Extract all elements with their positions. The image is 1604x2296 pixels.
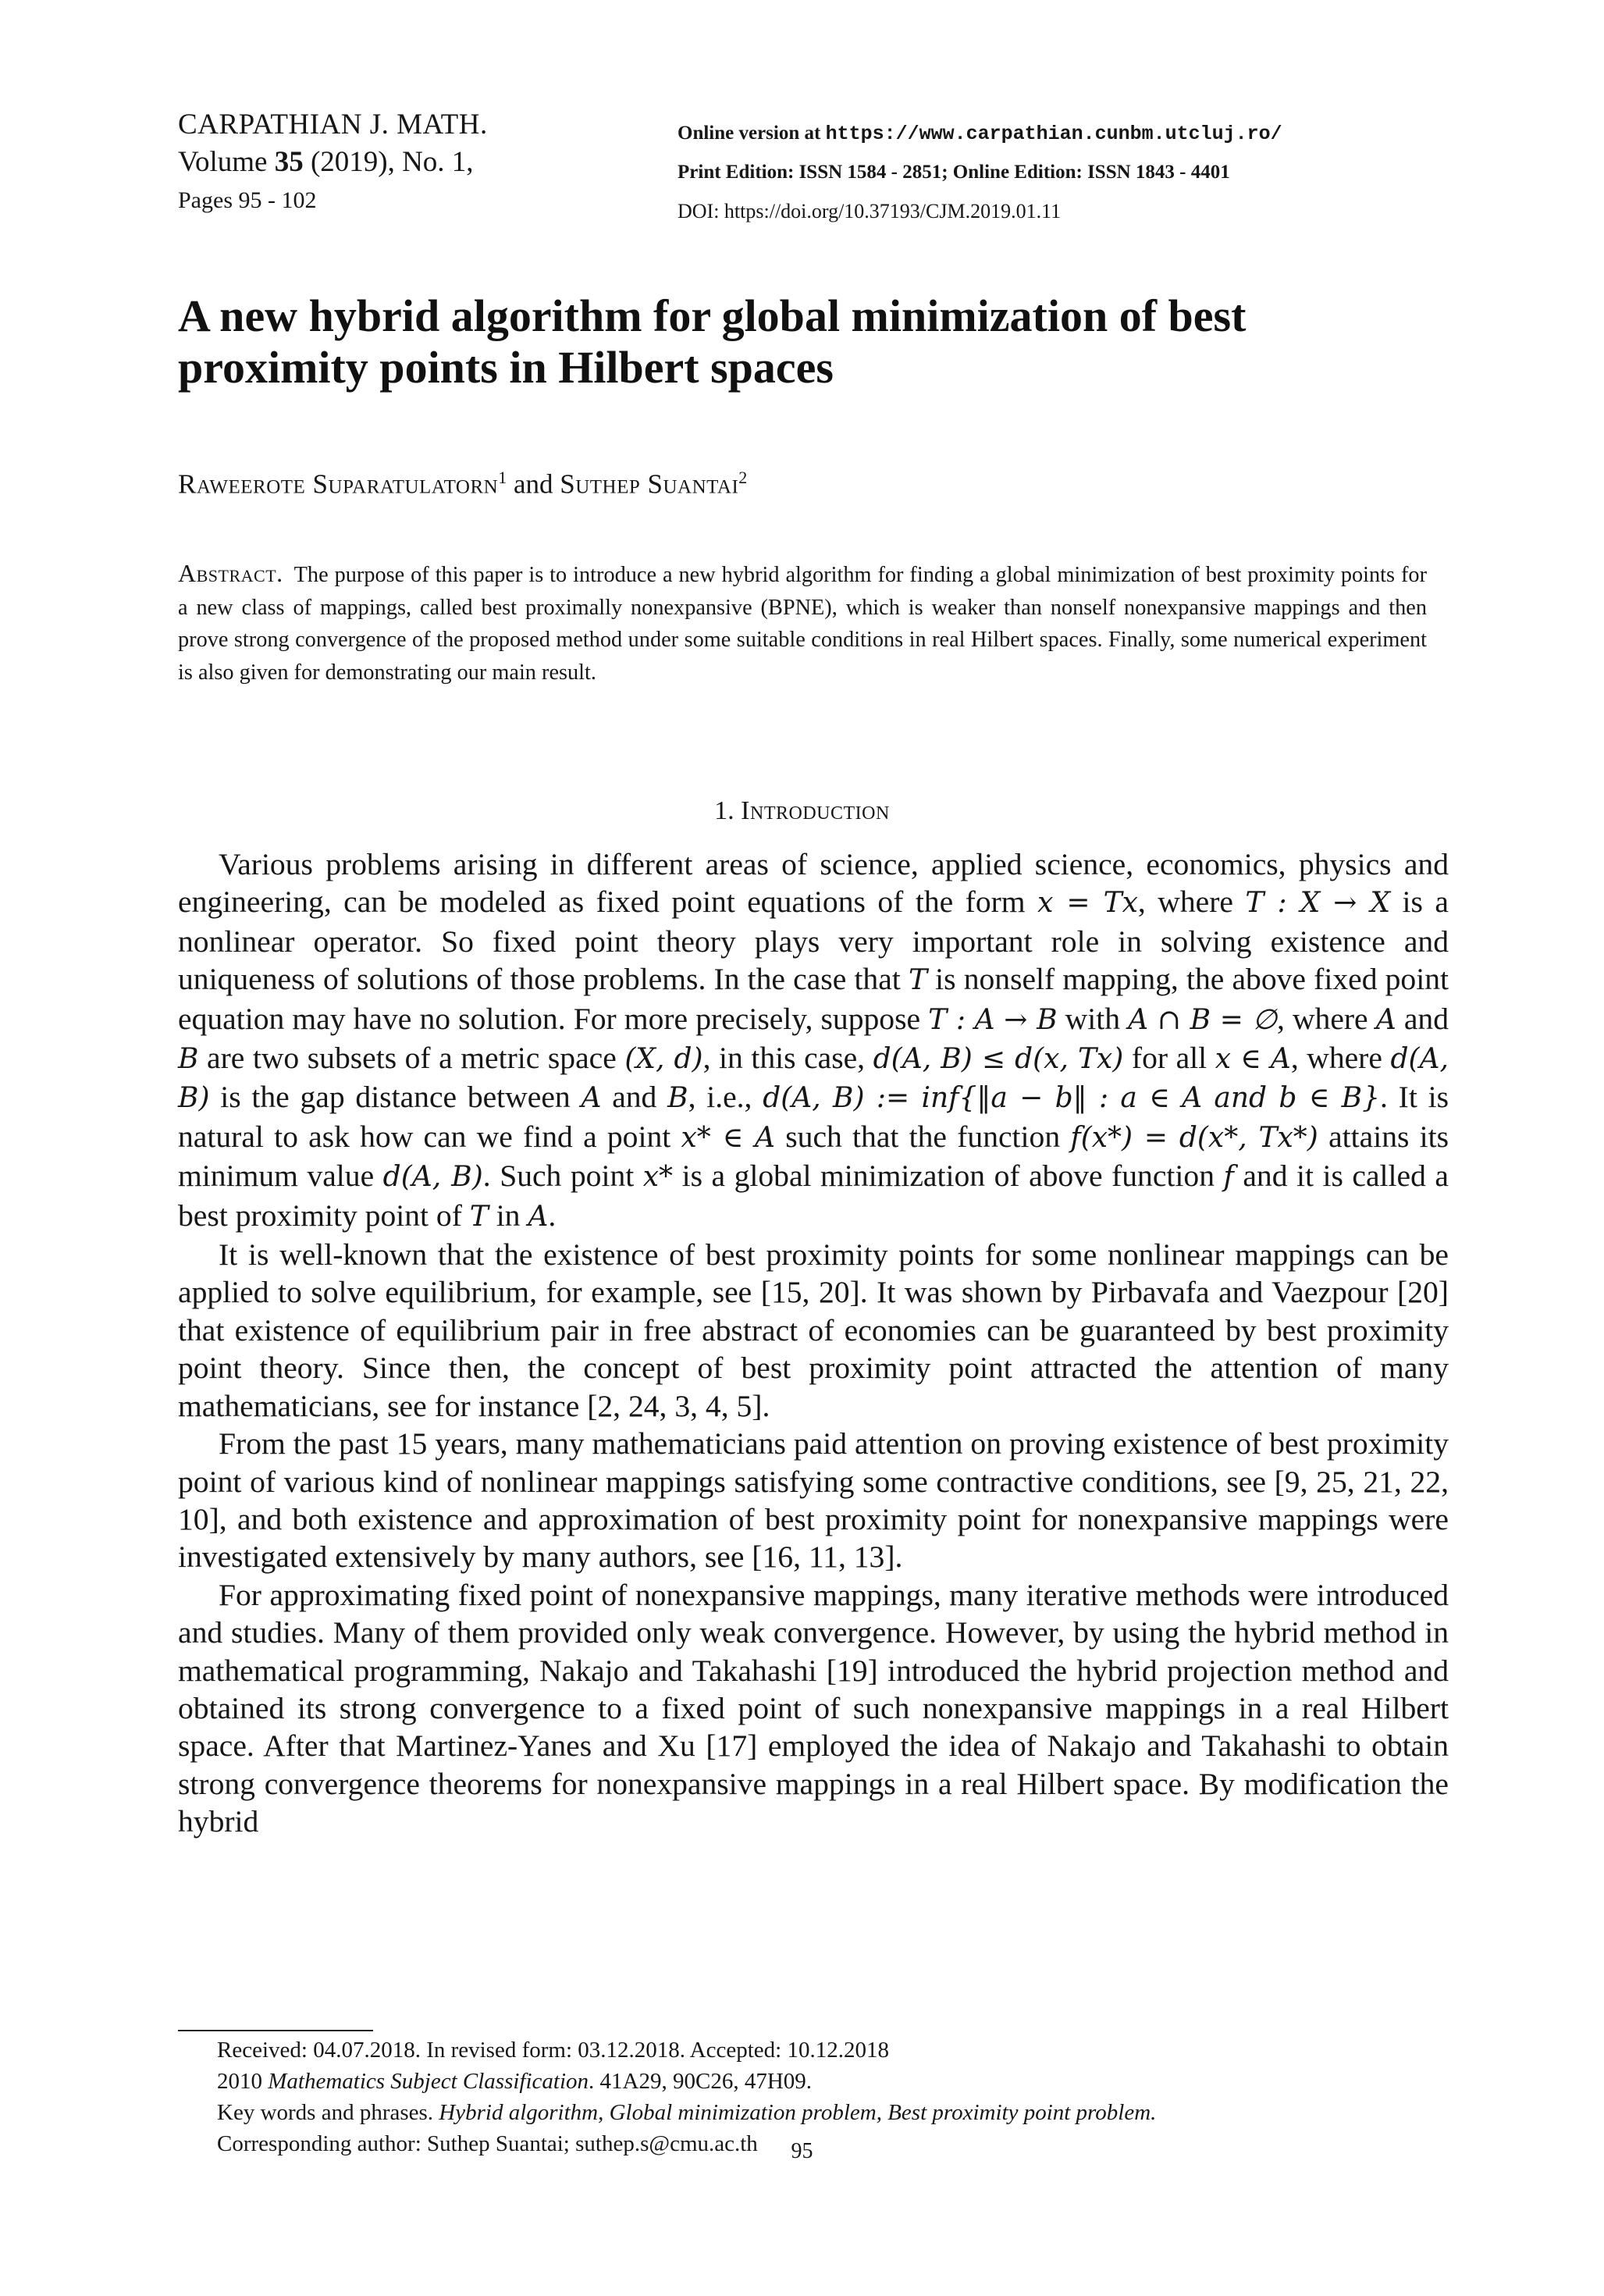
math-inline: T bbox=[908, 964, 927, 997]
author-1-affiliation: 1 bbox=[498, 468, 507, 487]
math-inline: d(A, B) bbox=[178, 1043, 1449, 1115]
text-run: is a global minimization of above function bbox=[673, 1159, 1224, 1194]
paragraph-2: It is well-known that the existence of best proximity points for some nonlinear mappings can be applied to solve equilibrium, for example, see [15, 20]. It was shown by Pirbavafa and Vaezpour [20] that existence of equilibrium pair in free abstract of economies can be guaranteed by best proximity point theory. Since then, the concept of best proximity point attracted the attention of many mathematicians, see for instance [2, 24, 3, 4, 5]. bbox=[178, 1237, 1449, 1423]
text-run: and bbox=[601, 1080, 668, 1115]
title-line-1: A new hybrid algorithm for global minimization of best bbox=[178, 290, 1247, 341]
math-inline: f(x*) = d(x*, Tx*) bbox=[1070, 1121, 1318, 1154]
online-label: Online version at bbox=[678, 123, 821, 144]
math-inline: B bbox=[667, 1082, 688, 1115]
section-heading bbox=[0, 793, 1604, 829]
paper-title bbox=[178, 290, 1442, 393]
paragraph-3: From the past 15 years, many mathematicians paid attention on proving existence of best proximity point of various kind of nonlinear mappings satisfying some contractive conditions, see [9, 25, 21, 22, 10], and both existence and approximation of best proximity point for nonexpansive mappings were investigated extensively by many authors, see [16, 11, 13]. bbox=[178, 1426, 1449, 1575]
math-inline: T : A → B bbox=[928, 1003, 1058, 1036]
page-number: 95 bbox=[791, 2139, 813, 2163]
math-inline: f bbox=[1223, 1161, 1234, 1194]
text-run: , where bbox=[1290, 1041, 1391, 1076]
math-inline: A bbox=[581, 1082, 602, 1115]
footnote-msc bbox=[217, 2066, 1450, 2097]
issn-line: Print Edition: ISSN 1584 - 2851; Online Edition: ISSN 1843 - 4401 bbox=[678, 162, 1230, 183]
body-text bbox=[178, 845, 1449, 1841]
math-inline: A bbox=[528, 1200, 549, 1233]
math-inline: T : X → X bbox=[1245, 887, 1391, 920]
author-2: Suthep Suantai bbox=[560, 468, 739, 500]
authors-and: and bbox=[513, 468, 553, 500]
msc-year: 2010 bbox=[217, 2069, 262, 2094]
abstract-text: The purpose of this paper is to introduce a new hybrid algorithm for finding a global minimization of best proximity points for a new class of mappings, called best proximally nonexpansive (BPNE), which is weaker than nonself nonexpansive mappings and then prove strong convergence of the proposed method under some suitable conditions in real Hilbert spaces. Finally, some numerical experiment is also given for demonstrating our main result. bbox=[178, 563, 1427, 685]
text-run: , where bbox=[1276, 1001, 1376, 1036]
volume-number: 35 bbox=[274, 146, 304, 178]
journal-name: CARPATHIAN J. MATH. bbox=[178, 109, 488, 141]
msc-codes: . 41A29, 90C26, 47H09. bbox=[589, 2069, 813, 2094]
math-inline: d(A, B) ≤ d(x, Tx) bbox=[873, 1043, 1124, 1076]
text-run: are two subsets of a metric space bbox=[198, 1041, 625, 1076]
msc-label: Mathematics Subject Classification bbox=[268, 2069, 589, 2094]
math-inline: d(A, B) := inf{‖a − b‖ : a ∈ A and b ∈ B} bbox=[763, 1082, 1381, 1115]
math-inline: x ∈ A bbox=[1215, 1043, 1291, 1076]
footnote-corresponding: Corresponding author: Suthep Suantai; suthep.s@cmu.ac.th bbox=[217, 2131, 758, 2156]
section-title: Introduction bbox=[741, 796, 890, 825]
footnote-keywords bbox=[217, 2097, 1450, 2128]
text-run: and bbox=[1396, 1001, 1449, 1036]
text-run: is a nonlinear operator. So fixed point theory plays very important role in solving existence and uniqueness of solutions of those problems. In the case that bbox=[178, 885, 1449, 997]
math-inline: B bbox=[178, 1043, 199, 1076]
footnote-rule bbox=[178, 2030, 373, 2031]
math-inline: A ∩ B = ∅ bbox=[1128, 1003, 1277, 1036]
text-run: is nonself mapping, the above fixed point equation may have no solution. For more precisely, suppose bbox=[178, 962, 1449, 1036]
journal-volume bbox=[178, 144, 662, 181]
math-inline: x* ∈ A bbox=[681, 1121, 776, 1154]
keywords-text: Hybrid algorithm, Global minimization problem, Best proximity point problem. bbox=[439, 2100, 1157, 2125]
text-run: , where bbox=[1137, 885, 1246, 920]
year-issue: (2019), No. 1, bbox=[310, 146, 474, 178]
text-run: , in this case, bbox=[702, 1041, 873, 1076]
online-version bbox=[678, 114, 1458, 153]
text-run: in bbox=[488, 1198, 528, 1233]
text-run: attains its minimum value bbox=[178, 1119, 1449, 1194]
author-1: Raweerote Suparatulatorn bbox=[178, 468, 499, 500]
math-inline: x* bbox=[642, 1161, 674, 1194]
math-inline: T bbox=[469, 1200, 489, 1233]
math-inline: (X, d) bbox=[624, 1043, 703, 1076]
keywords-label: Key words and phrases. bbox=[217, 2100, 434, 2125]
text-run: . Such point bbox=[482, 1159, 643, 1194]
math-inline: A bbox=[1375, 1003, 1396, 1036]
math-inline: x = Tx bbox=[1037, 887, 1138, 920]
author-2-affiliation: 2 bbox=[738, 468, 748, 487]
journal-info bbox=[178, 106, 662, 220]
edition-info bbox=[678, 114, 1458, 231]
text-run: , i.e., bbox=[688, 1080, 763, 1115]
title-line-2: proximity points in Hilbert spaces bbox=[178, 342, 834, 393]
text-run: for all bbox=[1123, 1041, 1215, 1076]
abstract-label: Abstract. bbox=[178, 559, 283, 587]
text-run: such that the function bbox=[775, 1119, 1071, 1154]
footnote-received: Received: 04.07.2018. In revised form: 03.12.2018. Accepted: 10.12.2018 bbox=[217, 2038, 889, 2063]
text-run: Various problems arising in different areas of science, applied science, economics, physics and engineering, can be modeled as fixed point equations of the form bbox=[178, 847, 1449, 920]
abstract bbox=[178, 557, 1427, 689]
online-url[interactable]: https://www.carpathian.cunbm.utcluj.ro/ bbox=[825, 123, 1282, 145]
volume-label: Volume bbox=[178, 146, 268, 178]
journal-pages: Pages 95 - 102 bbox=[178, 187, 317, 213]
math-inline: d(A, B) bbox=[382, 1161, 483, 1194]
text-run: with bbox=[1057, 1001, 1129, 1036]
text-run: and it is called a best proximity point of bbox=[178, 1159, 1449, 1233]
section-number: 1. bbox=[714, 796, 734, 825]
text-run: is the gap distance between bbox=[209, 1080, 581, 1115]
text-run: . bbox=[548, 1198, 557, 1233]
authors bbox=[178, 459, 1427, 504]
paragraph-4: For approximating fixed point of nonexpansive mappings, many iterative methods were introduced and studies. Many of them provided only weak convergence. However, by using the hybrid method in mathematical programming, Nakajo and Takahashi [19] introduced the hybrid projection method and obtained its strong convergence to a fixed point of such nonexpansive mappings in a real Hilbert space. After that Martinez-Yanes and Xu [17] employed the idea of Nakajo and Takahashi to obtain strong convergence theorems for nonexpansive mappings in a real Hilbert space. By modification the hybrid bbox=[178, 1577, 1449, 1839]
doi-line[interactable]: DOI: https://doi.org/10.37193/CJM.2019.01.11 bbox=[678, 200, 1062, 222]
text-run: . It is natural to ask how can we find a point bbox=[178, 1080, 1449, 1154]
paragraph-1 bbox=[178, 845, 1449, 1236]
